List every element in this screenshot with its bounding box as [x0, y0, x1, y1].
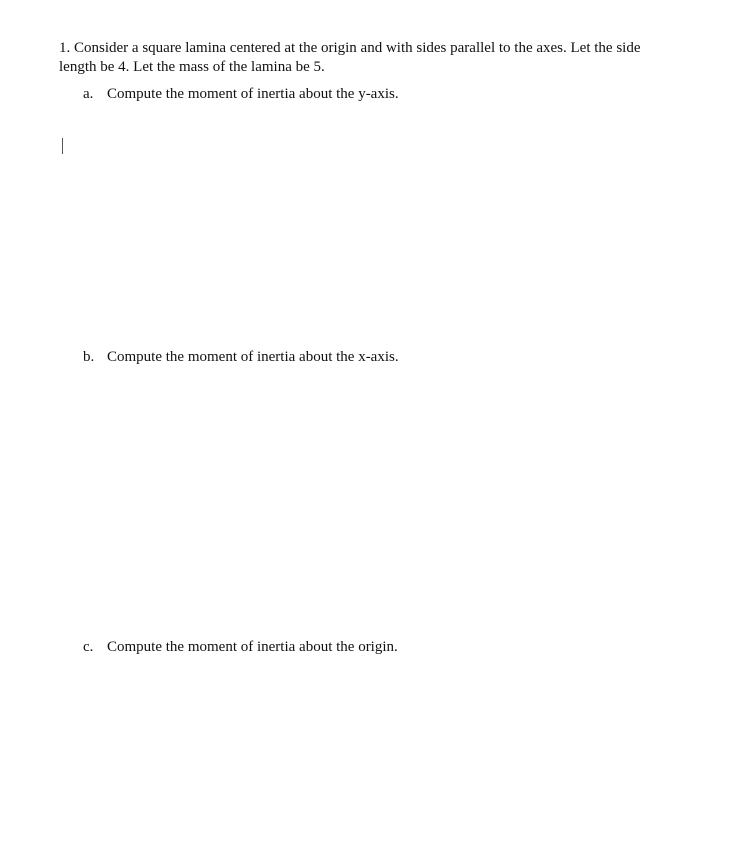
part-c-text: Compute the moment of inertia about the origin. — [107, 639, 398, 655]
part-b-text: Compute the moment of inertia about the x-axis. — [107, 349, 399, 365]
part-a-marker: a. — [83, 86, 94, 102]
text-cursor — [62, 138, 63, 154]
part-a-text: Compute the moment of inertia about the y-axis. — [107, 86, 399, 102]
part-b — [83, 348, 399, 367]
part-a — [83, 85, 399, 104]
part-c — [83, 638, 398, 657]
part-b-marker: b. — [83, 349, 95, 365]
question-stem: 1. Consider a square lamina centered at the origin and with sides parallel to the axes. Let the side length be 4. Let the mass of the lamina be 5. — [59, 40, 641, 75]
part-c-marker: c. — [83, 639, 94, 655]
